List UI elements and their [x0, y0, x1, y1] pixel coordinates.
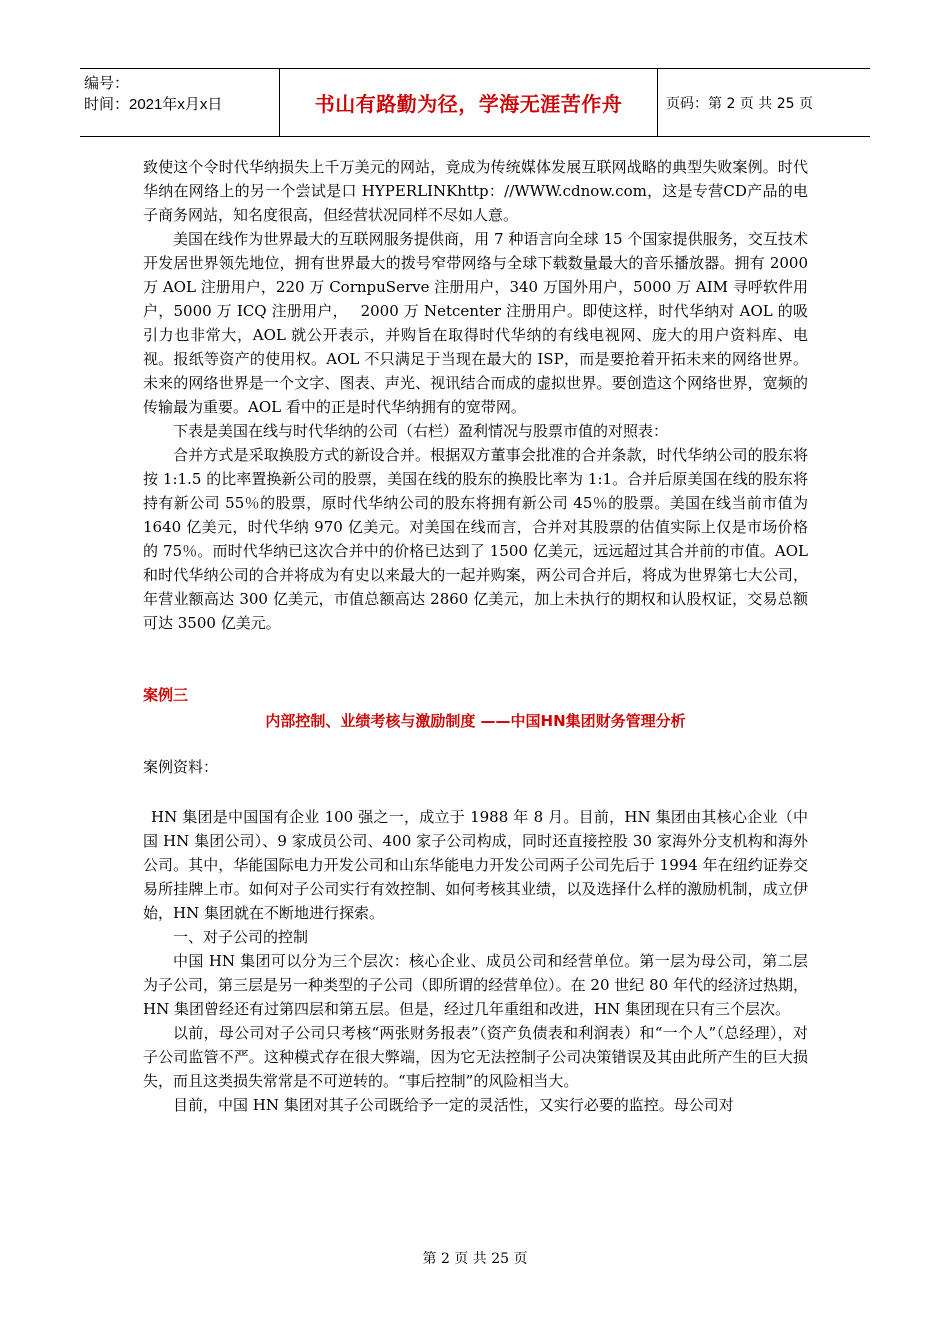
- paragraph: HN 集团是中国国有企业 100 强之一，成立于 1988 年 8 月。目前，HN 集团由其核心企业（中国 HN 集团公司）、9 家成员公司、400 家子公司构成，同时还直接控股 30 家海外分支机构和海外公司。其中，华能国际电力开发公司和山东华能电力开发公司两子公司先后于 1994 年在纽约证券交易所挂牌上市。如何对子公司实行有效控制、如何考核其业绩，以及选择什么样的激励机制，成立伊始，HN 集团就在不断地进行探索。: [143, 808, 808, 922]
- paragraph: 下表是美国在线与时代华纳的公司（右栏）盈利情况与股票市值的对照表：: [173, 422, 669, 440]
- paragraph: 致使这个令时代华纳损失上千万美元的网站，竟成为传统媒体发展互联网战略的典型失败案例。时代华纳在网络上的另一个尝试是口 HYPERLINKhttp：//WWW.cdnow.com，这是专营CD产品的电子商务网站，知名度很高，但经营状况同样不尽如人意。: [143, 158, 808, 224]
- paragraph: 合并方式是采取换股方式的新设合并。根据双方董事会批准的合并条款，时代华纳公司的股东将按 1:1.5 的比率置换新公司的股票，美国在线的股东的换股比率为 1:1。合并后原美国在线的股东将持有新公司 55％的股票，原时代华纳公司的股东将拥有新公司 45％的股票。美国在线当前市值为 1640 亿美元，时代华纳 970 亿美元。对美国在线而言，合并对其股票的估值实际上仅是市场价格的 75％。而时代华纳已这次合并中的价格已达到了 1500 亿美元，远远超过其合并前的市值。AOL 和时代华纳公司的合并将成为有史以来最大的一起并购案，两公司合并后，将成为世界第七大公司，年营业额高达 300 亿美元，市值总额高达 2860 亿美元，加上未执行的期权和认股权证，交易总额可达 3500 亿美元。: [143, 446, 808, 632]
- case-subtitle: 内部控制、业绩考核与激励制度 ——中国HN集团财务管理分析: [265, 712, 686, 730]
- section-heading: 一、对子公司的控制: [173, 928, 309, 946]
- page-footer: 第 2 页 共 25 页: [422, 1251, 528, 1267]
- header-info-cell: [80, 69, 280, 136]
- paragraph: 目前，中国 HN 集团对其子公司既给予一定的灵活性，又实行必要的监控。母公司对: [173, 1096, 734, 1114]
- paragraph: 中国 HN 集团可以分为三个层次：核心企业、成员公司和经营单位。第一层为母公司，第二层为子公司，第三层是另一种类型的子公司（即所谓的经营单位）。在 20 世纪 80 年代的经济过热期，HN 集团曾经还有过第四层和第五层。但是，经过几年重组和改进，HN 集团现在只有三个层次。: [143, 952, 808, 1018]
- paragraph: 美国在线作为世界最大的互联网服务提供商，用 7 种语言向全球 15 个国家提供服务，交互技术开发居世界领先地位，拥有世界最大的拨号窄带网络与全球下载数量最大的音乐播放器。拥有 2000 万 AOL 注册用户，220 万 CornpuServe 注册用户，340 万国外用户，5000 万 AIM 寻呼软件用户，5000 万 ICQ 注册用户， 2000 万 Netcenter 注册用户。即使这样，时代华纳对 AOL 的吸引力也非常大，AOL 就公开表示，并购旨在取得时代华纳的有线电视网、庞大的用户资料库、电视。报纸等资产的使用权。AOL 不只满足于当现在最大的 ISP，而是要抢着开拓未来的网络世界。未来的网络世界是一个文字、图表、声光、视讯结合而成的虚拟世界。要创造这个网络世界，宽频的传输最为重要。AOL 看中的正是时代华纳拥有的宽带网。: [143, 230, 808, 416]
- document-time-label: 时间：2021年x月x日: [84, 96, 223, 113]
- header-motto: 书山有路勤为径，学海无涯苦作舟: [280, 69, 658, 136]
- header-page-number: 页码：第 2 页 共 25 页: [666, 95, 813, 112]
- page-header: [80, 68, 870, 137]
- document-body: [143, 155, 808, 1117]
- case-title: 案例三: [143, 686, 189, 704]
- document-number-label: 编号：: [84, 75, 130, 92]
- paragraph: 以前，母公司对子公司只考核“两张财务报表”（资产负债表和利润表）和“一个人”（总经理），对子公司监管不严。这种模式存在很大弊端，因为它无法控制子公司决策错误及其由此所产生的巨大损失，而且这类损失常常是不可逆转的。“事后控制”的风险相当大。: [143, 1024, 808, 1090]
- case-material-label: 案例资料：: [143, 758, 219, 776]
